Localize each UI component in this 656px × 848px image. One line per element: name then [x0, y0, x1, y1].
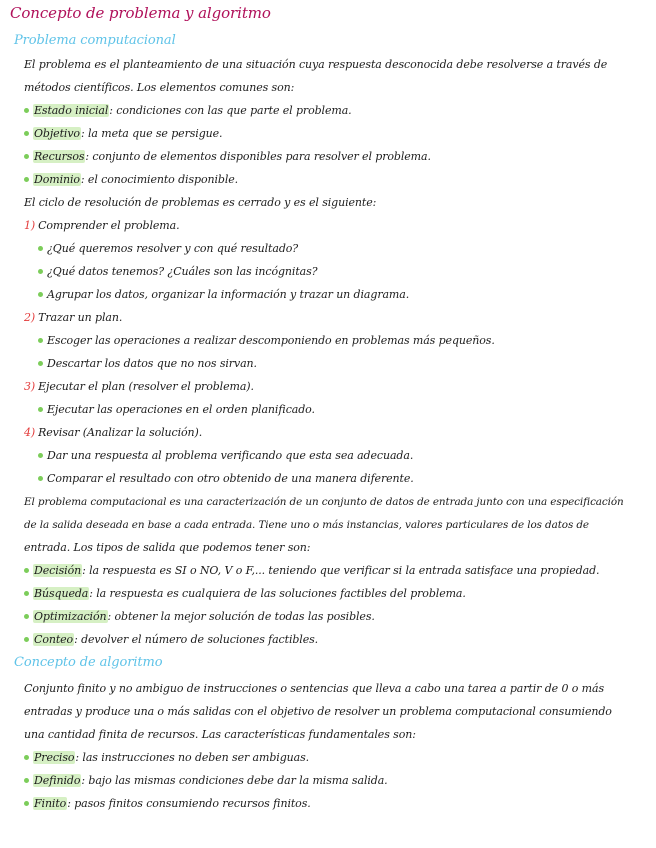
definition: : la respuesta es SI o NO, V o F,... teniendo que verificar si la entrada satisface una propiedad.: [82, 564, 600, 577]
substep: [38, 357, 257, 371]
bullet-icon: [38, 246, 43, 251]
page-title: Concepto de problema y algoritmo: [10, 4, 271, 22]
list-item: [24, 633, 318, 647]
step: [24, 219, 179, 233]
bullet-icon: [38, 361, 43, 366]
bullet-icon: [24, 801, 29, 806]
list-item: [24, 797, 311, 811]
def-paragraph-line: Conjunto finito y no ambiguo de instrucciones o sentencias que lleva a cabo una tarea a partir de 0 o más: [24, 682, 604, 695]
definition: : condiciones con las que parte el problema.: [109, 104, 352, 117]
def-paragraph-line: una cantidad finita de recursos. Las características fundamentales son:: [24, 728, 416, 741]
substep-text: Ejecutar las operaciones en el orden planificado.: [47, 403, 315, 416]
term: Optimización: [34, 610, 107, 623]
list-item: [24, 751, 309, 765]
list-item: [24, 104, 352, 118]
step-label: Ejecutar el plan (resolver el problema).: [38, 380, 254, 393]
list-item: [24, 564, 599, 578]
list-item: [24, 150, 431, 164]
comp-paragraph-line: de la salida deseada en base a cada entrada. Tiene uno o más instancias, valores particulares de los datos de: [24, 519, 589, 531]
substep: [38, 288, 409, 302]
bullet-icon: [24, 108, 29, 113]
list-item: [24, 774, 388, 788]
definition: : el conocimiento disponible.: [80, 173, 239, 186]
term: Definido: [34, 774, 81, 787]
intro-line: El problema es el planteamiento de una situación cuya respuesta desconocida debe resolverse a través de: [24, 58, 608, 71]
bullet-icon: [24, 637, 29, 642]
definition: : obtener la mejor solución de todas las posibles.: [107, 610, 375, 623]
step: [24, 311, 122, 325]
step-number: 4): [24, 426, 36, 439]
term: Recursos: [34, 150, 85, 163]
substep: [38, 242, 298, 256]
bullet-icon: [24, 755, 29, 760]
term: Decisión: [34, 564, 82, 577]
term: Estado inicial: [34, 104, 109, 117]
bullet-icon: [38, 338, 43, 343]
step-label: Comprender el problema.: [38, 219, 180, 232]
bullet-icon: [24, 131, 29, 136]
bullet-icon: [24, 778, 29, 783]
term: Preciso: [34, 751, 75, 764]
step-label: Revisar (Analizar la solución).: [38, 426, 203, 439]
intro-line: métodos científicos. Los elementos comunes son:: [24, 81, 295, 94]
comp-paragraph-line: El problema computacional es una caracterización de un conjunto de datos de entrada junto con una especificación: [24, 496, 624, 508]
substep-text: ¿Qué datos tenemos? ¿Cuáles son las incógnitas?: [47, 265, 318, 278]
bullet-icon: [24, 568, 29, 573]
definition: : las instrucciones no deben ser ambiguas.: [75, 751, 310, 764]
term: Objetivo: [34, 127, 80, 140]
substep: [38, 472, 414, 486]
step: [24, 380, 254, 394]
bullet-icon: [24, 591, 29, 596]
definition: : la meta que se persigue.: [80, 127, 223, 140]
substep: [38, 334, 495, 348]
substep-text: Escoger las operaciones a realizar descomponiendo en problemas más pequeños.: [47, 334, 495, 347]
substep-text: Dar una respuesta al problema verificando que esta sea adecuada.: [47, 449, 414, 462]
bullet-icon: [38, 407, 43, 412]
term: Dominio: [34, 173, 80, 186]
substep-text: ¿Qué queremos resolver y con qué resultado?: [47, 242, 299, 255]
term: Conteo: [34, 633, 74, 646]
definition: : devolver el número de soluciones factibles.: [74, 633, 319, 646]
bullet-icon: [24, 154, 29, 159]
section-heading-problema: Problema computacional: [14, 33, 176, 48]
substep-text: Agrupar los datos, organizar la información y trazar un diagrama.: [47, 288, 410, 301]
list-item: [24, 173, 238, 187]
substep: [38, 265, 317, 279]
substep: [38, 403, 315, 417]
definition: : conjunto de elementos disponibles para resolver el problema.: [85, 150, 431, 163]
step-label: Trazar un plan.: [38, 311, 123, 324]
step-number: 2): [24, 311, 36, 324]
substep: [38, 449, 413, 463]
definition: : bajo las mismas condiciones debe dar la misma salida.: [81, 774, 388, 787]
list-item: [24, 587, 466, 601]
term: Búsqueda: [34, 587, 89, 600]
bullet-icon: [38, 269, 43, 274]
list-item: [24, 127, 222, 141]
bullet-icon: [38, 292, 43, 297]
section-heading-algoritmo: Concepto de algoritmo: [14, 655, 163, 670]
step-number: 3): [24, 380, 36, 393]
bullet-icon: [24, 614, 29, 619]
bullet-icon: [38, 453, 43, 458]
substep-text: Descartar los datos que no nos sirvan.: [47, 357, 257, 370]
step-number: 1): [24, 219, 36, 232]
def-paragraph-line: entradas y produce una o más salidas con el objetivo de resolver un problema computacional consumiendo: [24, 705, 612, 718]
substep-text: Comparar el resultado con otro obtenido de una manera diferente.: [47, 472, 414, 485]
list-item: [24, 610, 375, 624]
bullet-icon: [24, 177, 29, 182]
comp-paragraph-line: entrada. Los tipos de salida que podemos tener son:: [24, 541, 311, 554]
cycle-intro: El ciclo de resolución de problemas es cerrado y es el siguiente:: [24, 196, 377, 209]
term: Finito: [34, 797, 67, 810]
definition: : la respuesta es cualquiera de las soluciones factibles del problema.: [89, 587, 466, 600]
definition: : pasos finitos consumiendo recursos finitos.: [67, 797, 311, 810]
bullet-icon: [38, 476, 43, 481]
step: [24, 426, 202, 440]
